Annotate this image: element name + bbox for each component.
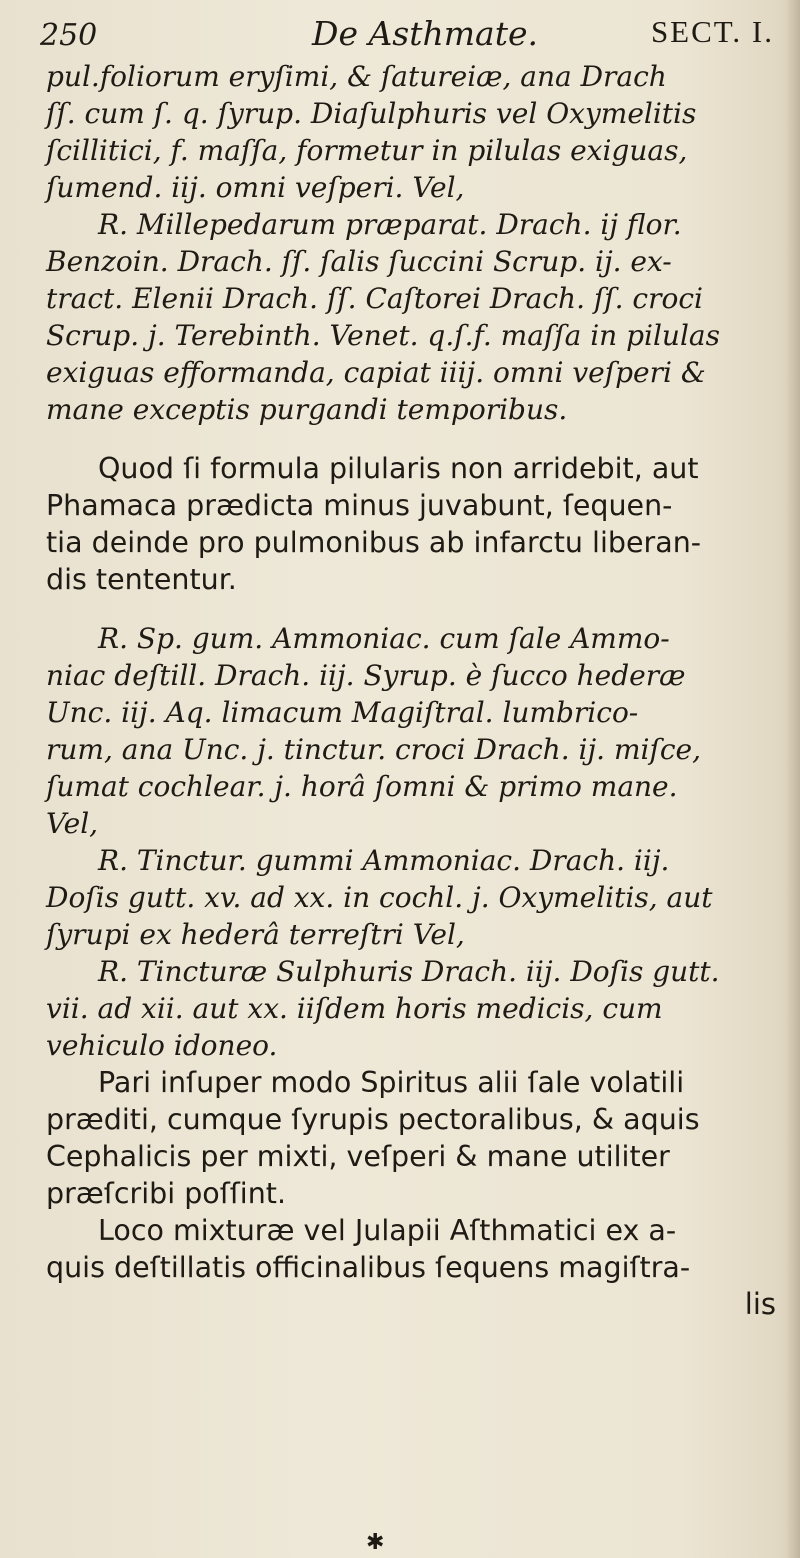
catchword: lis bbox=[744, 1287, 776, 1321]
text-line: ſſ. cum ſ. q. ſyrup. Diaſulphuris vel Oxymelitis bbox=[46, 97, 697, 130]
text-line: exiguas efformanda, capiat iiij. omni veſperi & bbox=[46, 356, 706, 389]
paragraph-millepedes-recipe bbox=[46, 206, 794, 428]
text-line: præditi, cumque ſyrupis pectoralibus, & aquis bbox=[46, 1103, 700, 1136]
paragraph-tincture-sulphur bbox=[46, 953, 794, 1064]
paragraph-pill-recipe bbox=[46, 58, 794, 206]
text-line: pul.foliorum eryſimi, & ſatureiæ, ana Drach bbox=[46, 60, 667, 93]
text-line: tract. Elenii Drach. ſſ. Caſtorei Drach. ſſ. croci bbox=[46, 282, 703, 315]
text-line: rum, ana Unc. j. tinctur. croci Drach. ij. miſce, bbox=[46, 733, 701, 766]
page-number: 250 bbox=[40, 18, 98, 53]
text-line: Pari inſuper modo Spiritus alii ſale volatili bbox=[98, 1066, 685, 1099]
paragraph-pilular-formula bbox=[46, 450, 794, 598]
paragraph-spiritus bbox=[46, 1064, 794, 1212]
text-line: dis tententur. bbox=[46, 563, 237, 596]
text-line: ſumend. iij. omni veſperi. Vel, bbox=[46, 171, 465, 204]
text-line: Doſis gutt. xv. ad xx. in cochl. j. Oxymelitis, aut bbox=[46, 881, 713, 914]
text-line: Unc. iij. Aq. limacum Magiſtral. lumbrico- bbox=[46, 696, 639, 729]
paragraph-ammoniac-recipe bbox=[46, 620, 794, 842]
text-line: R. Tinctur. gummi Ammoniac. Drach. iij. bbox=[98, 844, 670, 877]
text-line: Phamaca prædicta minus juvabunt, ſequen- bbox=[46, 489, 673, 522]
text-line: Benzoin. Drach. ſſ. ſalis ſuccini Scrup. ij. ex- bbox=[46, 245, 672, 278]
text-line: ſcillitici, f. maſſa, formetur in pilulas exiguas, bbox=[46, 134, 688, 167]
running-title: De Asthmate. bbox=[312, 14, 539, 53]
text-line: Quod ſi formula pilularis non arridebit, aut bbox=[98, 452, 699, 485]
text-line: ſyrupi ex hederâ terreſtri Vel, bbox=[46, 918, 465, 951]
text-line: vehiculo idoneo. bbox=[46, 1029, 278, 1062]
text-line: quis deſtillatis officinalibus ſequens magiſtra- bbox=[46, 1251, 691, 1284]
text-line: tia deinde pro pulmonibus ab infarctu liberan- bbox=[46, 526, 702, 559]
text-line: Loco mixturæ vel Julapii Aſthmatici ex a- bbox=[98, 1214, 677, 1247]
text-line: R. Millepedarum præparat. Drach. ij flor. bbox=[98, 208, 682, 241]
text-line: Vel, bbox=[46, 807, 99, 840]
text-line: vii. ad xii. aut xx. iiſdem horis medicis, cum bbox=[46, 992, 663, 1025]
printer-mark-icon: ✱ bbox=[366, 1530, 385, 1555]
paragraph-tincture-ammoniac bbox=[46, 842, 794, 953]
text-line: R. Tincturæ Sulphuris Drach. iij. Doſis gutt. bbox=[98, 955, 720, 988]
section-label: SECT. I. bbox=[650, 14, 774, 49]
text-line: ſumat cochlear. j. horâ ſomni & primo mane. bbox=[46, 770, 678, 803]
page-header bbox=[40, 10, 780, 53]
page-body bbox=[46, 58, 794, 1323]
text-line: niac deſtill. Drach. iij. Syrup. è ſucco hederæ bbox=[46, 659, 686, 692]
text-line: Cephalicis per mixti, veſperi & mane utiliter bbox=[46, 1140, 670, 1173]
text-line: præſcribi poſſint. bbox=[46, 1177, 287, 1210]
text-line: mane exceptis purgandi temporibus. bbox=[46, 393, 568, 426]
text-line: R. Sp. gum. Ammoniac. cum ſale Ammo- bbox=[98, 622, 670, 655]
text-line: Scrup. j. Terebinth. Venet. q.ſ.f. maſſa in pilulas bbox=[46, 319, 720, 352]
paragraph-julapium bbox=[46, 1212, 794, 1286]
